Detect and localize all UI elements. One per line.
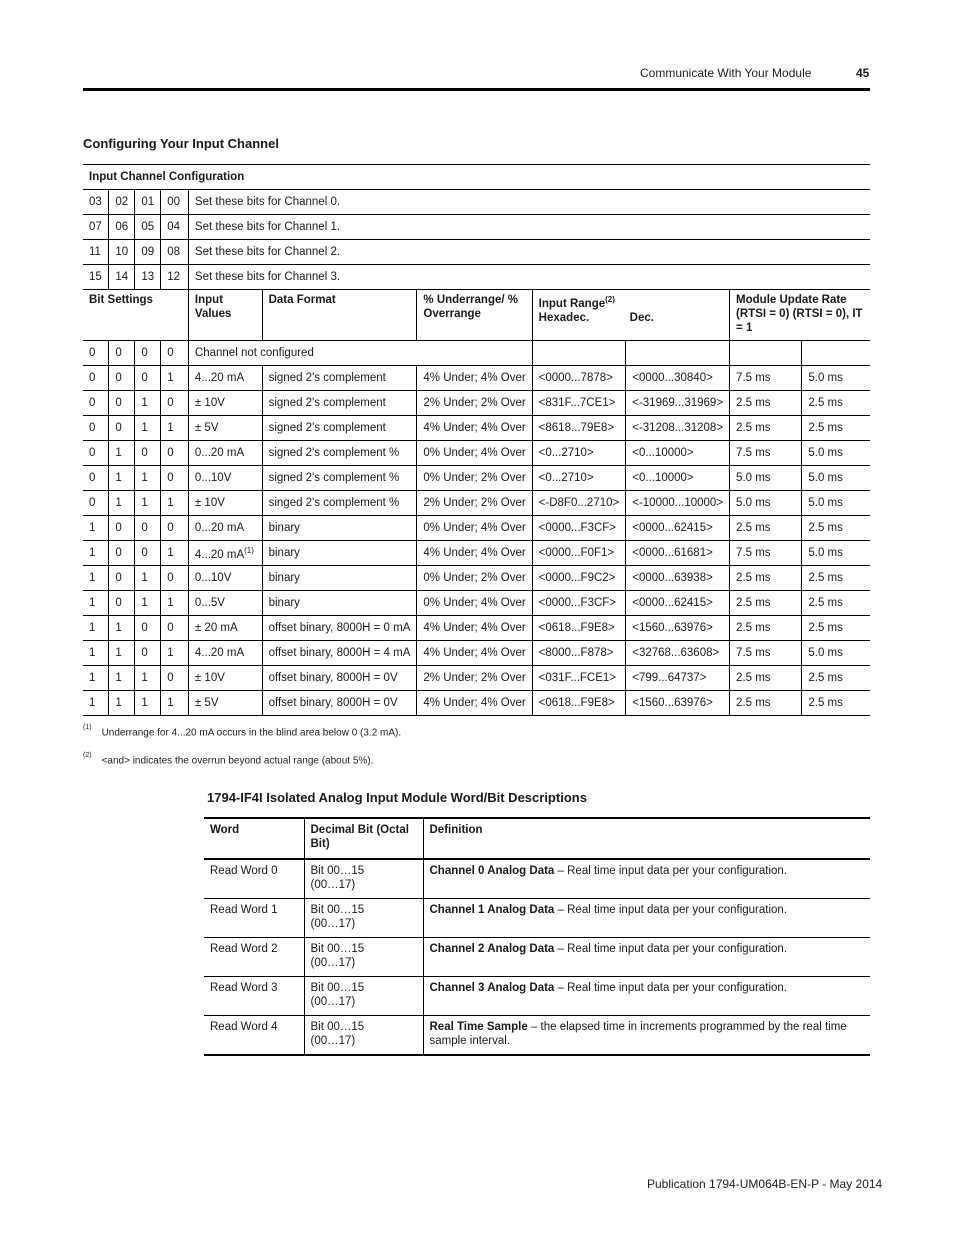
config-data-row [83,416,870,441]
update-rate-rtsi-0: 5.0 ms [802,366,870,391]
bit-value: 1 [161,691,189,716]
input-value [188,441,262,466]
update-rate-rtsi-1: 2.5 ms [730,416,802,441]
bit-number: 12 [161,265,189,290]
input-value [188,566,262,591]
definition-text: – Real time input data per your configuration. [554,982,788,994]
header-underrange: % Underrange/ % Overrange [417,290,532,341]
dec-range: <0000...30840> [626,366,730,391]
input-channel-config-table [83,164,870,716]
bit-value: 0 [83,366,109,391]
config-column-header-row [83,290,870,341]
channel-bit-row [83,240,870,265]
bit-number: 08 [161,240,189,265]
bit-number: 10 [109,240,135,265]
input-value-text: 0...20 mA [194,522,245,534]
word-table-row [204,938,870,977]
bit-value: 1 [83,541,109,566]
bit-value: 1 [161,591,189,616]
hex-range: <0...2710> [532,466,626,491]
bit-number: 05 [135,215,161,240]
hex-range: <0000...7878> [532,366,626,391]
under-over-range: 0% Under; 2% Over [417,566,532,591]
decimal-bit: Bit 00…15 [310,1021,365,1033]
dec-range: <-31208...31208> [626,416,730,441]
config-data-row [83,616,870,641]
data-format: offset binary, 8000H = 4 mA [262,641,417,666]
bit-value: 1 [83,641,109,666]
input-value-text: ± 5V [194,422,219,434]
bit-value: 0 [161,441,189,466]
section-title: Configuring Your Input Channel [83,136,279,151]
bit-value: 0 [161,391,189,416]
dec-range: <0000...63938> [626,566,730,591]
bit-value: 1 [109,466,135,491]
hex-range: <8000...F878> [532,641,626,666]
input-value [188,366,262,391]
empty-cell [802,341,870,366]
input-value-note: (1) [244,545,254,555]
page-number: 45 [856,66,870,80]
bit-value: 0 [83,491,109,516]
bit-number: 13 [135,265,161,290]
bit-value: 0 [161,466,189,491]
definition-label: Channel 1 Analog Data [429,904,555,916]
bit-value: 1 [161,366,189,391]
update-rate-rtsi-1: 5.0 ms [730,466,802,491]
bit-value: 1 [83,566,109,591]
definition-label: Real Time Sample [429,1021,528,1033]
channel-bit-description: Set these bits for Channel 1. [188,215,870,240]
running-header: Communicate With Your Module [640,66,812,80]
input-value-text: ± 10V [194,672,225,684]
dec-range: <0000...62415> [626,516,730,541]
definition-cell [423,1016,870,1056]
bit-cell [304,938,423,977]
bit-value: 1 [83,516,109,541]
data-format: signed 2's complement % [262,441,417,466]
data-format: binary [262,516,417,541]
definition-text: – Real time input data per your configuration. [554,865,788,877]
update-rate-rtsi-0: 2.5 ms [802,691,870,716]
header-word: Word [204,818,304,859]
update-rate-rtsi-0: 2.5 ms [802,516,870,541]
update-rate-rtsi-1: 2.5 ms [730,666,802,691]
input-value-text: 0...5V [194,597,225,609]
header-update-rate: Module Update Rate (RTSI = 0) (RTSI = 0), IT = 1 [730,290,870,341]
update-rate-rtsi-0: 2.5 ms [802,591,870,616]
hex-range: <0618...F9E8> [532,616,626,641]
hex-range: <831F...7CE1> [532,391,626,416]
bit-cell [304,859,423,899]
input-value [188,391,262,416]
bit-value: 1 [135,566,161,591]
bit-value: 1 [109,616,135,641]
channel-bit-row [83,265,870,290]
config-data-row [83,691,870,716]
update-rate-rtsi-0: 5.0 ms [802,441,870,466]
not-configured-label: Channel not configured [188,341,532,366]
update-rate-rtsi-0: 5.0 ms [802,541,870,566]
update-rate-rtsi-1: 2.5 ms [730,391,802,416]
update-rate-rtsi-1: 2.5 ms [730,691,802,716]
bit-value: 0 [83,441,109,466]
update-rate-rtsi-0: 2.5 ms [802,391,870,416]
word-table-row [204,1016,870,1056]
bit-number: 02 [109,190,135,215]
update-rate-rtsi-0: 2.5 ms [802,566,870,591]
hex-range: <0000...F0F1> [532,541,626,566]
data-format: singed 2's complement % [262,491,417,516]
input-value [188,416,262,441]
empty-cell [626,341,730,366]
hex-range: <8618...79E8> [532,416,626,441]
header-rule [83,88,870,91]
bit-number: 01 [135,190,161,215]
data-format: signed 2's complement [262,416,417,441]
data-format: binary [262,591,417,616]
bit-value: 1 [135,666,161,691]
under-over-range: 2% Under; 2% Over [417,491,532,516]
input-value [188,466,262,491]
update-rate-rtsi-1: 5.0 ms [730,491,802,516]
bit-number: 07 [83,215,109,240]
update-rate-rtsi-0: 2.5 ms [802,666,870,691]
definition-cell [423,859,870,899]
update-rate-rtsi-1: 2.5 ms [730,591,802,616]
input-value [188,616,262,641]
word-table-row [204,977,870,1016]
bit-value: 1 [161,491,189,516]
update-rate-rtsi-1: 2.5 ms [730,516,802,541]
header-bit: Decimal Bit (Octal Bit) [304,818,423,859]
update-rate-rtsi-0: 5.0 ms [802,466,870,491]
data-format: signed 2's complement [262,391,417,416]
dec-range: <-10000...10000> [626,491,730,516]
channel-bit-row [83,215,870,240]
input-value [188,641,262,666]
word-table-row [204,859,870,899]
under-over-range: 4% Under; 4% Over [417,366,532,391]
empty-cell [730,341,802,366]
input-range-label: Input Range [538,297,606,310]
bit-number: 09 [135,240,161,265]
input-value-text: 0...10V [194,472,232,484]
dec-range: <799...64737> [626,666,730,691]
header-bit-settings: Bit Settings [83,290,188,341]
hex-range: <0000...F3CF> [532,516,626,541]
dec-range: <0...10000> [626,466,730,491]
under-over-range: 4% Under; 4% Over [417,616,532,641]
data-format: offset binary, 8000H = 0V [262,666,417,691]
update-rate-rtsi-0: 2.5 ms [802,616,870,641]
under-over-range: 2% Under; 2% Over [417,666,532,691]
bit-value: 0 [135,441,161,466]
definition-text: – Real time input data per your configuration. [554,904,788,916]
bit-value: 1 [135,491,161,516]
bit-value: 1 [109,666,135,691]
publication-footer: Publication 1794-UM064B-EN-P - May 2014 [647,1177,883,1191]
data-format: offset binary, 8000H = 0V [262,691,417,716]
bit-number: 06 [109,215,135,240]
update-rate-rtsi-1: 2.5 ms [730,566,802,591]
update-rate-rtsi-1: 7.5 ms [730,441,802,466]
definition-label: Channel 2 Analog Data [429,943,555,955]
bit-value: 0 [83,416,109,441]
definition-label: Channel 3 Analog Data [429,982,555,994]
hex-range: <-D8F0...2710> [532,491,626,516]
input-value-text: 4...20 mA [194,372,245,384]
bit-value: 1 [161,541,189,566]
config-data-row [83,391,870,416]
dec-range: <1560...63976> [626,616,730,641]
update-rate-rtsi-0: 2.5 ms [802,416,870,441]
empty-cell [532,341,626,366]
config-table-title: Input Channel Configuration [83,165,870,190]
channel-bit-row [83,190,870,215]
footnote-2-mark: (2) [83,752,92,759]
bit-value: 1 [83,591,109,616]
dec-range: <-31969...31969> [626,391,730,416]
octal-bit: (00…17) [310,1035,356,1047]
octal-bit: (00…17) [310,996,356,1008]
bit-number: 14 [109,265,135,290]
input-value [188,666,262,691]
word-cell: Read Word 3 [204,977,304,1016]
bit-value: 1 [161,416,189,441]
channel-bit-description: Set these bits for Channel 2. [188,240,870,265]
bit-cell [304,1016,423,1056]
bit-value: 0 [135,541,161,566]
word-table-title: 1794-IF4I Isolated Analog Input Module Word/Bit Descriptions [207,790,587,805]
footnote-1-mark: (1) [83,724,92,731]
data-format: binary [262,541,417,566]
not-configured-row [83,341,870,366]
config-data-row [83,491,870,516]
bit-number: 15 [83,265,109,290]
input-value-text: 0...20 mA [194,447,245,459]
dec-range: <1560...63976> [626,691,730,716]
data-format: offset binary, 8000H = 0 mA [262,616,417,641]
input-value-text: ± 10V [194,397,225,409]
bit-value: 0 [161,516,189,541]
bit-value: 0 [109,341,135,366]
channel-bit-description: Set these bits for Channel 0. [188,190,870,215]
input-value [188,491,262,516]
bit-value: 1 [135,691,161,716]
definition-cell [423,938,870,977]
bit-value: 0 [109,366,135,391]
bit-number: 11 [83,240,109,265]
input-value-text: 4...20 mA [194,647,245,659]
decimal-bit: Bit 00…15 [310,904,365,916]
update-rate-rtsi-1: 7.5 ms [730,366,802,391]
under-over-range: 4% Under; 4% Over [417,416,532,441]
bit-value: 1 [83,691,109,716]
input-value-text: ± 5V [194,697,219,709]
update-rate-rtsi-1: 2.5 ms [730,616,802,641]
under-over-range: 4% Under; 4% Over [417,541,532,566]
dec-range: <0...10000> [626,441,730,466]
hex-range: <0000...F3CF> [532,591,626,616]
bit-number: 03 [83,190,109,215]
header-data-format: Data Format [262,290,417,341]
bit-value: 0 [161,616,189,641]
octal-bit: (00…17) [310,879,356,891]
bit-value: 1 [109,491,135,516]
decimal-bit: Bit 00…15 [310,943,365,955]
dec-range: <32768...63608> [626,641,730,666]
footnote-2 [83,754,373,766]
config-data-row [83,466,870,491]
octal-bit: (00…17) [310,957,356,969]
input-value-text: 4...20 mA [194,548,245,561]
update-rate-rtsi-1: 7.5 ms [730,541,802,566]
config-data-row [83,591,870,616]
bit-value: 1 [135,416,161,441]
bit-value: 0 [109,541,135,566]
word-cell: Read Word 2 [204,938,304,977]
definition-cell [423,977,870,1016]
channel-bit-description: Set these bits for Channel 3. [188,265,870,290]
bit-value: 1 [161,641,189,666]
config-table-title-row [83,165,870,190]
input-value [188,591,262,616]
bit-value: 0 [161,666,189,691]
hex-range: <0...2710> [532,441,626,466]
bit-value: 0 [135,616,161,641]
bit-value: 0 [161,341,189,366]
hex-range: <0618...F9E8> [532,691,626,716]
bit-value: 0 [83,341,109,366]
config-data-row [83,441,870,466]
bit-value: 0 [135,641,161,666]
definition-cell [423,899,870,938]
bit-value: 0 [161,566,189,591]
input-range-note: (2) [605,295,615,304]
hex-range: <031F...FCE1> [532,666,626,691]
header-input-values: Input Values [188,290,262,341]
update-rate-rtsi-0: 5.0 ms [802,491,870,516]
input-value [188,691,262,716]
dec-range: <0000...61681> [626,541,730,566]
octal-bit: (00…17) [310,918,356,930]
bit-number: 00 [161,190,189,215]
hex-range: <0000...F9C2> [532,566,626,591]
input-value [188,516,262,541]
data-format: signed 2's complement % [262,466,417,491]
dec-range: <0000...62415> [626,591,730,616]
word-cell: Read Word 1 [204,899,304,938]
word-table-header-row [204,818,870,859]
definition-label: Channel 0 Analog Data [429,865,555,877]
config-data-row [83,641,870,666]
update-rate-rtsi-1: 7.5 ms [730,641,802,666]
word-cell: Read Word 0 [204,859,304,899]
bit-value: 1 [109,641,135,666]
under-over-range: 0% Under; 4% Over [417,441,532,466]
under-over-range: 4% Under; 4% Over [417,691,532,716]
bit-value: 0 [109,516,135,541]
config-data-row [83,666,870,691]
data-format: signed 2's complement [262,366,417,391]
bit-value: 1 [135,391,161,416]
under-over-range: 2% Under; 2% Over [417,391,532,416]
header-input-range [532,290,729,341]
under-over-range: 0% Under; 4% Over [417,516,532,541]
hexadec-label: Hexadec. [538,311,590,324]
data-format: binary [262,566,417,591]
bit-value: 0 [109,591,135,616]
bit-value: 0 [109,416,135,441]
bit-value: 0 [109,391,135,416]
footnote-1-text: Underrange for 4...20 mA occurs in the blind area below 0 (3.2 mA). [101,727,402,739]
word-cell: Read Word 4 [204,1016,304,1056]
decimal-bit: Bit 00…15 [310,865,365,877]
bit-value: 0 [83,391,109,416]
bit-cell [304,899,423,938]
bit-value: 1 [83,616,109,641]
bit-value: 0 [135,516,161,541]
footnote-1 [83,726,401,738]
bit-value: 1 [135,466,161,491]
bit-cell [304,977,423,1016]
input-value [188,541,262,566]
footnote-2-text: <and> indicates the overrun beyond actual range (about 5%). [101,755,374,767]
bit-value: 1 [135,591,161,616]
header-definition: Definition [423,818,870,859]
word-table-row [204,899,870,938]
bit-number: 04 [161,215,189,240]
under-over-range: 0% Under; 4% Over [417,591,532,616]
decimal-bit: Bit 00…15 [310,982,365,994]
definition-text: – Real time input data per your configuration. [554,943,788,955]
bit-value: 1 [109,441,135,466]
config-data-row [83,516,870,541]
bit-value: 0 [135,366,161,391]
bit-value: 0 [135,341,161,366]
word-bit-table [204,817,870,1056]
input-value-text: ± 20 mA [194,622,238,634]
under-over-range: 0% Under; 2% Over [417,466,532,491]
dec-label: Dec. [629,311,654,324]
bit-value: 0 [109,566,135,591]
definition-text: – the elapsed time in increments programmed by the real time sample interval. [429,1021,847,1047]
bit-value: 0 [83,466,109,491]
under-over-range: 4% Under; 4% Over [417,641,532,666]
config-data-row [83,541,870,566]
config-data-row [83,366,870,391]
config-data-row [83,566,870,591]
update-rate-rtsi-0: 5.0 ms [802,641,870,666]
bit-value: 1 [83,666,109,691]
input-value-text: ± 10V [194,497,225,509]
input-value-text: 0...10V [194,572,232,584]
bit-value: 1 [109,691,135,716]
